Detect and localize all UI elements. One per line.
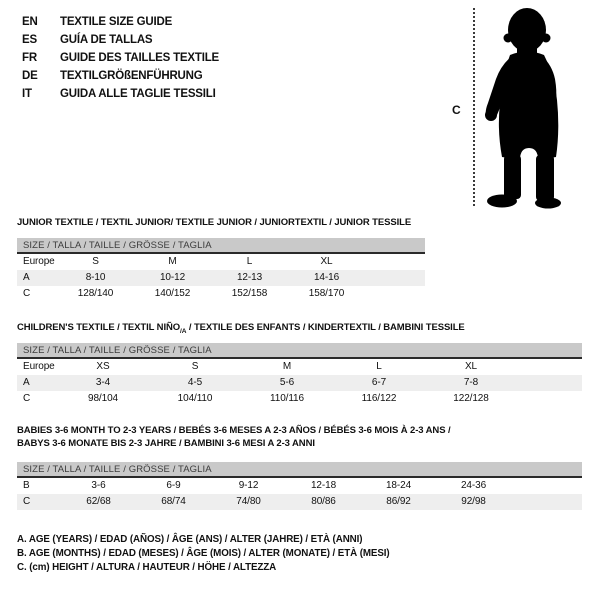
height-cell: 92/98 xyxy=(461,496,486,507)
section-title-babies-line2: BABYS 3-6 MONATE BIS 2-3 JAHRE / BAMBINI 3-6 MESI A 2-3 ANNI xyxy=(17,438,315,449)
height-measure-label: C xyxy=(452,103,461,117)
size-cell: M xyxy=(282,361,292,372)
height-cell: 122/128 xyxy=(453,393,489,404)
height-cell: 62/68 xyxy=(86,496,111,507)
height-cell: 80/86 xyxy=(311,496,336,507)
footnote-b: B. AGE (MONTHS) / EDAD (MESES) / ÂGE (MOIS) / ALTER (MONATE) / ETÀ (MESI) xyxy=(17,548,390,559)
footnote-legend xyxy=(17,533,390,575)
section-title-children xyxy=(17,322,465,335)
table-row-europe xyxy=(17,359,582,375)
age-cell: 3-4 xyxy=(95,377,111,388)
table-row-age xyxy=(17,270,425,286)
size-table-babies xyxy=(17,462,582,510)
months-cell: 3-6 xyxy=(91,480,106,491)
height-cell: 152/158 xyxy=(231,288,268,299)
language-row-de xyxy=(22,67,219,85)
height-measure-dotted-line xyxy=(473,8,475,206)
row-label: Europe xyxy=(23,256,55,267)
language-code: EN xyxy=(22,16,38,28)
size-table-junior xyxy=(17,238,425,302)
height-cell: 98/104 xyxy=(88,393,118,404)
footnote-c: C. (cm) HEIGHT / ALTURA / HAUTEUR / HÖHE / ALTEZZA xyxy=(17,562,277,573)
size-header-bar: SIZE / TALLA / TAILLE / GRÖSSE / TAGLIA xyxy=(17,462,582,478)
table-row-height xyxy=(17,494,582,510)
size-cell: XL xyxy=(464,361,478,372)
size-cell: S xyxy=(92,256,99,267)
section-title-children-pre: CHILDREN'S TEXTILE / TEXTIL NIÑO xyxy=(17,322,181,333)
size-cell: XS xyxy=(96,361,110,372)
table-row-height xyxy=(17,391,582,407)
guide-title-en: TEXTILE SIZE GUIDE xyxy=(60,16,173,28)
height-cell: 128/140 xyxy=(77,288,114,299)
table-row-height xyxy=(17,286,425,302)
language-title-list xyxy=(22,13,219,103)
row-label: A xyxy=(23,377,30,388)
language-row-fr xyxy=(22,49,219,67)
months-cell: 6-9 xyxy=(166,480,181,491)
age-cell: 8-10 xyxy=(85,272,106,283)
language-row-en xyxy=(22,13,219,31)
months-cell: 9-12 xyxy=(238,480,259,491)
guide-title-de: TEXTILGRÖßENFÜHRUNG xyxy=(60,70,203,82)
age-cell: 14-16 xyxy=(313,272,340,283)
table-row-months xyxy=(17,478,582,494)
section-title-children-sub: /A xyxy=(180,327,187,335)
guide-title-es: GUÍA DE TALLAS xyxy=(60,34,153,46)
height-cell: 116/122 xyxy=(361,393,397,404)
section-title-babies-line1: BABIES 3-6 MONTH TO 2-3 YEARS / BEBÉS 3-6 MESES A 2-3 AÑOS / BÉBÉS 3-6 MOIS À 2-3 ANS / xyxy=(17,425,451,436)
baby-silhouette xyxy=(480,5,580,209)
size-cell: XL xyxy=(320,256,333,267)
row-label: Europe xyxy=(23,361,55,372)
age-cell: 5-6 xyxy=(279,377,295,388)
age-cell: 7-8 xyxy=(463,377,479,388)
section-title-children-post: / TEXTILE DES ENFANTS / KINDERTEXTIL / BAMBINI TESSILE xyxy=(186,322,465,333)
guide-title-it: GUIDA ALLE TAGLIE TESSILI xyxy=(60,88,216,100)
size-table-children xyxy=(17,343,582,407)
language-code: DE xyxy=(22,70,38,82)
months-cell: 12-18 xyxy=(310,480,337,491)
height-cell: 68/74 xyxy=(161,496,186,507)
language-row-it xyxy=(22,85,219,103)
guide-title-fr: GUIDE DES TAILLES TEXTILE xyxy=(60,52,219,64)
language-code: IT xyxy=(22,88,32,100)
height-cell: 74/80 xyxy=(236,496,261,507)
row-label: C xyxy=(23,288,31,299)
age-cell: 10-12 xyxy=(159,272,186,283)
language-code: FR xyxy=(22,52,37,64)
row-label: C xyxy=(23,393,31,404)
table-row-europe xyxy=(17,254,425,270)
row-label: A xyxy=(23,272,30,283)
size-header-bar: SIZE / TALLA / TAILLE / GRÖSSE / TAGLIA xyxy=(17,238,425,254)
age-cell: 4-5 xyxy=(187,377,203,388)
age-cell: 12-13 xyxy=(236,272,263,283)
height-cell: 140/152 xyxy=(154,288,191,299)
table-row-age xyxy=(17,375,582,391)
row-label: B xyxy=(23,480,30,491)
size-cell: L xyxy=(246,256,253,267)
size-cell: L xyxy=(376,361,382,372)
size-cell: M xyxy=(168,256,177,267)
age-cell: 6-7 xyxy=(371,377,387,388)
section-title-junior: JUNIOR TEXTILE / TEXTIL JUNIOR/ TEXTILE JUNIOR / JUNIORTEXTIL / JUNIOR TESSILE xyxy=(17,217,412,228)
footnote-a: A. AGE (YEARS) / EDAD (AÑOS) / ÂGE (ANS) / ALTER (JAHRE) / ETÀ (ANNI) xyxy=(17,534,363,545)
months-cell: 24-36 xyxy=(460,480,487,491)
months-cell: 18-24 xyxy=(385,480,412,491)
height-cell: 110/116 xyxy=(270,393,304,404)
language-code: ES xyxy=(22,34,37,46)
size-header-bar: SIZE / TALLA / TAILLE / GRÖSSE / TAGLIA xyxy=(17,343,582,359)
row-label: C xyxy=(23,496,31,507)
height-cell: 86/92 xyxy=(386,496,411,507)
language-row-es xyxy=(22,31,219,49)
height-cell: 104/110 xyxy=(177,393,213,404)
size-cell: S xyxy=(191,361,199,372)
height-cell: 158/170 xyxy=(308,288,345,299)
